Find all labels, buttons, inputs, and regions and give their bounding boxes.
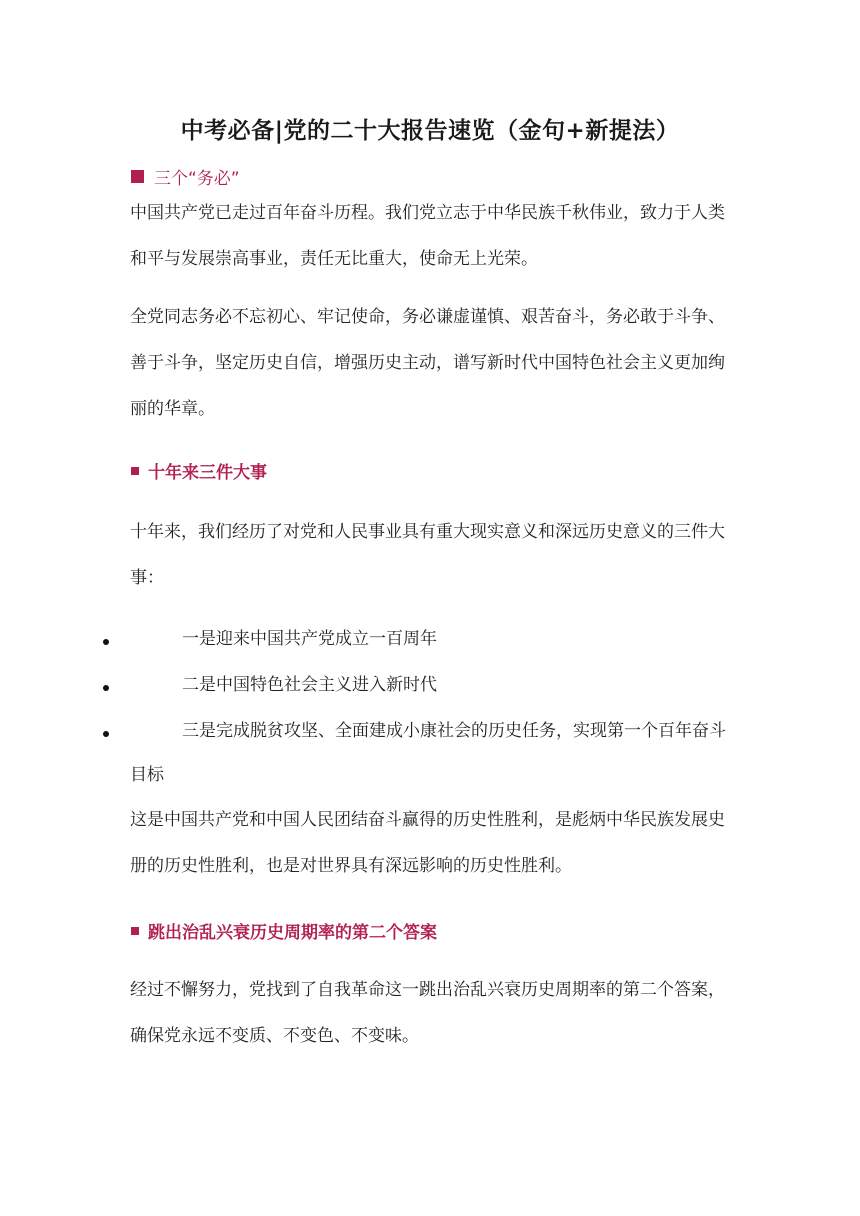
list-item: 一是迎来中国共产党成立一百周年 (182, 629, 437, 649)
list-item: 二是中国特色社会主义进入新时代 (182, 675, 437, 695)
section-heading-second-answer (131, 918, 437, 943)
section-heading-three-events (131, 458, 267, 483)
section-heading-wubi (131, 164, 240, 189)
section-heading-text: 三个“务必” (154, 169, 240, 189)
bullet-dot-icon (103, 639, 109, 645)
paragraph: 中国共产党已走过百年奋斗历程。我们党立志于中华民族千秋伟业，致力于人类和平与发展崇高事业，责任无比重大，使命无上光荣。 (130, 203, 725, 269)
section-heading-text: 跳出治乱兴衰历史周期率的第二个答案 (148, 923, 437, 943)
paragraph: 经过不懈努力，党找到了自我革命这一跳出治乱兴衰历史周期率的第二个答案，确保党永远不变质、不变色、不变味。 (130, 980, 725, 1046)
square-bullet-icon (131, 170, 144, 183)
bullet-dot-icon (103, 731, 109, 737)
paragraph: 十年来，我们经历了对党和人民事业具有重大现实意义和深远历史意义的三件大事： (130, 522, 725, 588)
square-bullet-icon (131, 467, 139, 475)
page-title: 中考必备|党的二十大报告速览（金句+新提法） (180, 118, 680, 144)
paragraph: 全党同志务必不忘初心、牢记使命，务必谦虚谨慎、艰苦奋斗，务必敢于斗争、善于斗争，坚定历史自信，增强历史主动，谱写新时代中国特色社会主义更加绚丽的华章。 (130, 307, 725, 419)
square-bullet-icon (131, 927, 139, 935)
paragraph: 这是中国共产党和中国人民团结奋斗赢得的历史性胜利，是彪炳中华民族发展史册的历史性胜利，也是对世界具有深远影响的历史性胜利。 (130, 810, 725, 876)
list-item: 三是完成脱贫攻坚、全面建成小康社会的历史任务，实现第一个百年奋斗目标 (130, 721, 726, 785)
section-heading-text: 十年来三件大事 (148, 463, 267, 483)
bullet-dot-icon (103, 685, 109, 691)
